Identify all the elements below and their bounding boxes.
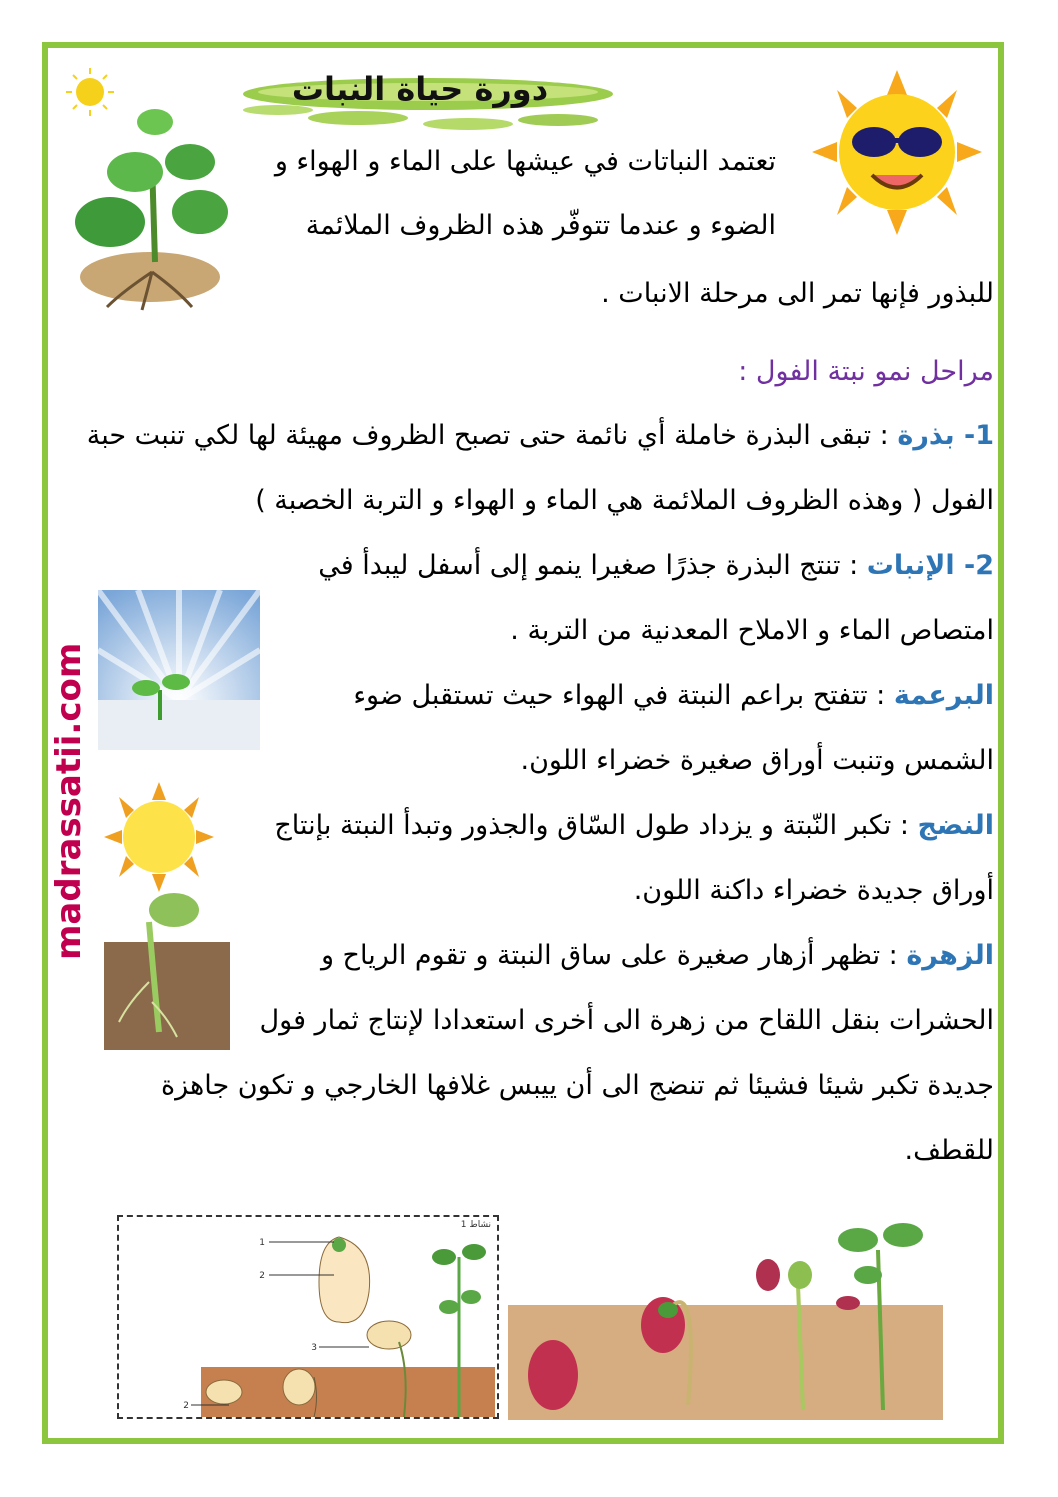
- stage-5-line-1: [321, 940, 994, 971]
- stages-heading: مراحل نمو نبتة الفول :: [738, 356, 994, 387]
- intro-line-1: تعتمد النباتات في عيشها على الماء و الهواء و: [274, 146, 776, 177]
- stage-3-line-2: الشمس وتنبت أوراق صغيرة خضراء اللون.: [520, 745, 994, 776]
- bean-germination-diagram: [119, 1217, 497, 1417]
- stage-1-line-2: الفول ( وهذه الظروف الملائمة هي الماء و الهواء و التربة الخصبة ): [255, 485, 994, 516]
- stage-5-line-3: جديدة تكبر شيئا فشيئا ثم تنضج الى أن ييبس غلافها الخارجي و تكون جاهزة: [160, 1070, 994, 1101]
- stage-4-line-1: [274, 810, 994, 841]
- stage-1-term: 1- بذرة: [897, 420, 994, 451]
- stage-4-line-2: أوراق جديدة خضراء داكنة اللون.: [633, 875, 994, 906]
- stage-2-line-2: امتصاص الماء و الاملاح المعدنية من التربة .: [510, 615, 994, 646]
- bean-growth-stages-icon: [508, 1215, 943, 1420]
- watermark-text: madrassatii.com: [49, 642, 89, 960]
- diagram-label-1: 1: [259, 1238, 265, 1248]
- stage-2-text: : تنتج البذرة جذرًا صغيرا ينمو إلى أسفل ليبدأ في: [318, 550, 867, 581]
- stage-3-term: البرعمة: [893, 680, 994, 711]
- watermark: [40, 590, 96, 970]
- stage-3-text: : تتفتح براعم النبتة في الهواء حيث تستقبل ضوء: [353, 680, 894, 711]
- sun-sunglasses-icon: [812, 70, 982, 235]
- diagram-label-4: 2: [183, 1401, 189, 1411]
- activity-diagram: [117, 1215, 499, 1419]
- stage-2-term: 2- الإنبات: [866, 550, 994, 581]
- stage-5-text: : تظهر أزهار صغيرة على ساق النبتة و تقوم الرياح و: [320, 940, 907, 971]
- diagram-label-3: 3: [311, 1343, 317, 1353]
- stage-1-text: : تبقى البذرة خاملة أي نائمة حتى تصبح الظروف مهيئة لها لكي تنبت حبة: [86, 420, 898, 451]
- stage-5-line-4: للقطف.: [904, 1135, 994, 1166]
- stage-3-line-1: [353, 680, 994, 711]
- stage-2-line-1: [318, 550, 994, 581]
- stage-1-line-1: [87, 420, 994, 451]
- page-title: دورة حياة النبات: [291, 70, 549, 108]
- stage-5-term: الزهرة: [906, 940, 994, 971]
- stage-4-text: : تكبر النّبتة و يزداد طول السّاق والجذور وتبدأ النبتة بإنتاج: [274, 810, 918, 841]
- stage-5-line-2: الحشرات بنقل اللقاح من زهرة الى أخرى استعدادا لإنتاج ثمار فول: [259, 1005, 994, 1036]
- stage-4-term: النضج: [917, 810, 994, 841]
- sprout-sunrays-icon: [98, 590, 260, 750]
- intro-line-3: للبذور فإنها تمر الى مرحلة الانبات .: [601, 278, 994, 309]
- germinating-seed-sun-icon: [104, 782, 230, 1050]
- intro-line-2: الضوء و عندما تتوفّر هذه الظروف الملائمة: [305, 210, 776, 241]
- diagram-label-2: 2: [259, 1271, 265, 1281]
- seedling-plant-icon: [60, 62, 230, 312]
- activity-tag: نشاط 1: [460, 1220, 491, 1230]
